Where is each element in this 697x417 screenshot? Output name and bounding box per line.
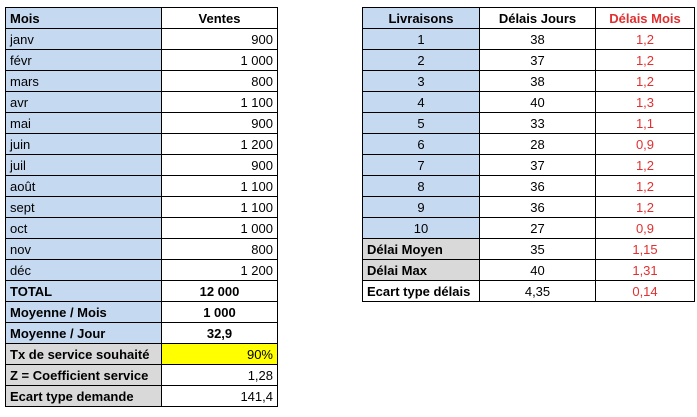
sales-row [6,50,278,71]
header-months[interactable]: Délais Mois [596,8,695,29]
month-cell[interactable]: sept [6,197,162,218]
header-days[interactable]: Délais Jours [480,8,596,29]
service-rate-value[interactable]: 90% [162,344,278,365]
delay-months-cell[interactable]: 1,2 [596,155,695,176]
month-cell[interactable]: nov [6,239,162,260]
sales-row [6,197,278,218]
std-delay-row [363,281,695,302]
total-row [6,281,278,302]
month-cell[interactable]: juin [6,134,162,155]
delay-days-cell[interactable]: 38 [480,29,596,50]
max-delay-label[interactable]: Délai Max [363,260,480,281]
avg-month-row [6,302,278,323]
delay-months-cell[interactable]: 0,9 [596,134,695,155]
sales-cell[interactable]: 1 100 [162,197,278,218]
sales-row [6,176,278,197]
delay-months-cell[interactable]: 1,2 [596,29,695,50]
sales-row [6,71,278,92]
sales-cell[interactable]: 1 100 [162,92,278,113]
sales-cell[interactable]: 1 000 [162,218,278,239]
delivery-row [363,176,695,197]
delivery-number-cell[interactable]: 4 [363,92,480,113]
sales-row [6,92,278,113]
std-delay-days[interactable]: 4,35 [480,281,596,302]
sales-cell[interactable]: 900 [162,29,278,50]
month-cell[interactable]: févr [6,50,162,71]
delay-days-cell[interactable]: 37 [480,155,596,176]
service-rate-row [6,344,278,365]
sales-cell[interactable]: 1 200 [162,260,278,281]
delivery-number-cell[interactable]: 5 [363,113,480,134]
delay-days-cell[interactable]: 37 [480,50,596,71]
sales-row [6,260,278,281]
header-delivery[interactable]: Livraisons [363,8,480,29]
delay-months-cell[interactable]: 1,3 [596,92,695,113]
delivery-row [363,92,695,113]
std-demand-label[interactable]: Ecart type demande [6,386,162,407]
z-row [6,365,278,386]
sales-table [5,7,278,407]
delay-days-cell[interactable]: 28 [480,134,596,155]
month-cell[interactable]: oct [6,218,162,239]
total-label[interactable]: TOTAL [6,281,162,302]
std-delay-months[interactable]: 0,14 [596,281,695,302]
month-cell[interactable]: mai [6,113,162,134]
delay-months-cell[interactable]: 1,2 [596,197,695,218]
delivery-row [363,29,695,50]
delivery-row [363,113,695,134]
sales-cell[interactable]: 800 [162,71,278,92]
sales-row [6,239,278,260]
max-delay-days[interactable]: 40 [480,260,596,281]
delivery-number-cell[interactable]: 1 [363,29,480,50]
month-cell[interactable]: déc [6,260,162,281]
max-delay-months[interactable]: 1,31 [596,260,695,281]
month-cell[interactable]: janv [6,29,162,50]
sales-cell[interactable]: 900 [162,155,278,176]
delay-months-cell[interactable]: 1,2 [596,176,695,197]
z-label[interactable]: Z = Coefficient service [6,365,162,386]
max-delay-row [363,260,695,281]
delivery-row [363,134,695,155]
avg-delay-label[interactable]: Délai Moyen [363,239,480,260]
std-delay-label[interactable]: Ecart type délais [363,281,480,302]
sales-cell[interactable]: 1 200 [162,134,278,155]
delivery-number-cell[interactable]: 6 [363,134,480,155]
sales-header-row [6,8,278,29]
sales-row [6,113,278,134]
sales-row [6,155,278,176]
delivery-row [363,197,695,218]
std-demand-row [6,386,278,407]
delivery-row [363,218,695,239]
delivery-row [363,71,695,92]
month-cell[interactable]: août [6,176,162,197]
sales-cell[interactable]: 900 [162,113,278,134]
delay-days-cell[interactable]: 38 [480,71,596,92]
delivery-number-cell[interactable]: 8 [363,176,480,197]
delivery-number-cell[interactable]: 9 [363,197,480,218]
delay-days-cell[interactable]: 36 [480,197,596,218]
delay-months-cell[interactable]: 1,2 [596,71,695,92]
delay-days-cell[interactable]: 40 [480,92,596,113]
delivery-number-cell[interactable]: 2 [363,50,480,71]
total-value[interactable]: 12 000 [162,281,278,302]
month-cell[interactable]: juil [6,155,162,176]
z-value[interactable]: 1,28 [162,365,278,386]
avg-day-value[interactable]: 32,9 [162,323,278,344]
delay-months-cell[interactable]: 0,9 [596,218,695,239]
month-cell[interactable]: avr [6,92,162,113]
avg-day-label[interactable]: Moyenne / Jour [6,323,162,344]
header-sales[interactable]: Ventes [162,8,278,29]
sales-cell[interactable]: 1 100 [162,176,278,197]
service-rate-label[interactable]: Tx de service souhaité [6,344,162,365]
delivery-table [362,7,695,302]
delay-days-cell[interactable]: 36 [480,176,596,197]
avg-month-label[interactable]: Moyenne / Mois [6,302,162,323]
delay-months-cell[interactable]: 1,2 [596,50,695,71]
sales-row [6,218,278,239]
delivery-row [363,155,695,176]
avg-delay-row [363,239,695,260]
sales-row [6,134,278,155]
delivery-number-cell[interactable]: 10 [363,218,480,239]
delivery-header-row [363,8,695,29]
month-cell[interactable]: mars [6,71,162,92]
header-month[interactable]: Mois [6,8,162,29]
avg-delay-months[interactable]: 1,15 [596,239,695,260]
delivery-number-cell[interactable]: 3 [363,71,480,92]
sales-cell[interactable]: 1 000 [162,50,278,71]
sales-row [6,29,278,50]
delivery-row [363,50,695,71]
std-demand-value[interactable]: 141,4 [162,386,278,407]
delivery-number-cell[interactable]: 7 [363,155,480,176]
avg-delay-days[interactable]: 35 [480,239,596,260]
delay-months-cell[interactable]: 1,1 [596,113,695,134]
delay-days-cell[interactable]: 33 [480,113,596,134]
avg-day-row [6,323,278,344]
delay-days-cell[interactable]: 27 [480,218,596,239]
avg-month-value[interactable]: 1 000 [162,302,278,323]
sales-cell[interactable]: 800 [162,239,278,260]
